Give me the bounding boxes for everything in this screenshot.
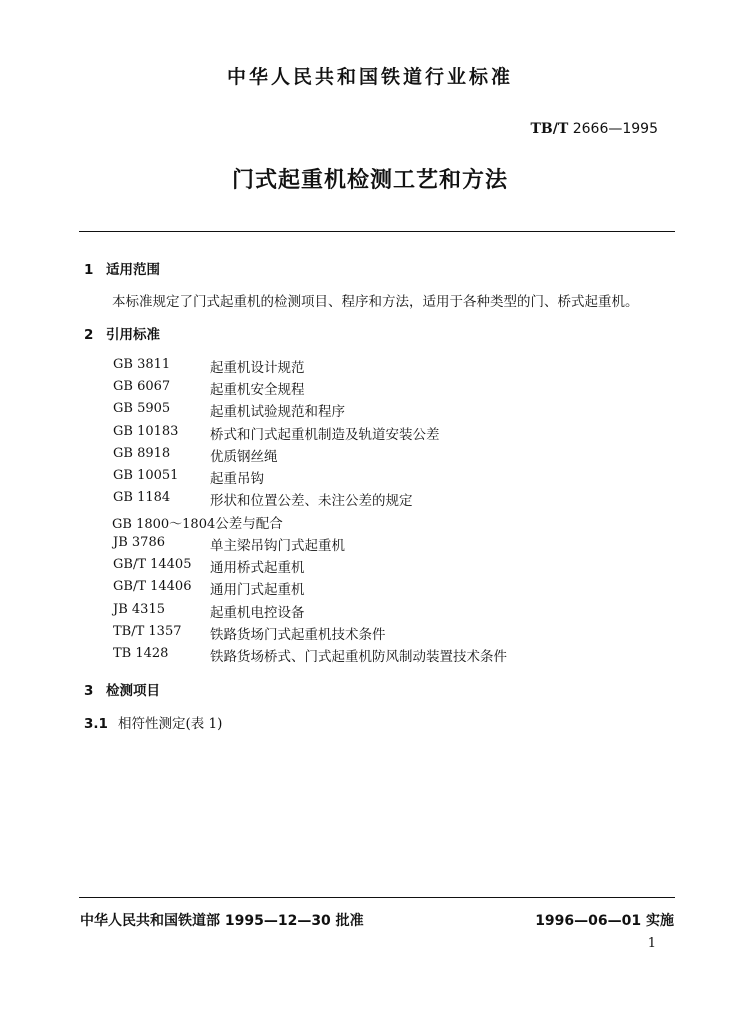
standard-organization: 中华人民共和国铁道行业标准 (226, 66, 513, 88)
section-3-title: 检测项目 (106, 683, 160, 699)
section-3-number: 3 (84, 683, 94, 699)
top-divider (79, 231, 675, 232)
document-title: 门式起重机检测工艺和方法 (231, 168, 508, 193)
reference-code: GB 3811 (113, 357, 171, 372)
section-3-heading (84, 679, 160, 699)
reference-title: 优质钢丝绳 (210, 449, 278, 465)
subsection-number: 3.1 (84, 716, 108, 732)
reference-title: 单主梁吊钩门式起重机 (210, 538, 345, 554)
reference-code: GB 6067 (113, 379, 171, 394)
reference-code: GB 1184 (113, 490, 171, 505)
reference-title: 铁路货场桥式、门式起重机防风制动装置技术条件 (210, 649, 507, 665)
reference-code: GB/T 14405 (113, 557, 192, 572)
reference-code: GB 8918 (113, 446, 171, 461)
reference-code: GB 10051 (113, 468, 179, 483)
page-number: 1 (647, 936, 656, 951)
footer-divider (79, 897, 675, 898)
reference-title: 形状和位置公差、未注公差的规定 (210, 493, 413, 509)
section-1-heading (84, 258, 160, 278)
standard-code-prefix: TB/T (530, 121, 569, 137)
reference-title: 起重机安全规程 (210, 382, 305, 398)
reference-code: TB/T 1357 (113, 624, 182, 639)
subsection-3-1 (84, 712, 222, 732)
reference-code: GB 10183 (113, 424, 179, 439)
section-1-body: 本标准规定了门式起重机的检测项目、程序和方法，适用于各种类型的门、桥式起重机。 (112, 294, 639, 310)
reference-title: 起重机电控设备 (210, 605, 305, 621)
reference-title: 桥式和门式起重机制造及轨道安装公差 (210, 427, 440, 443)
reference-title: 起重机试验规范和程序 (210, 404, 345, 420)
standard-code (530, 121, 658, 137)
standard-code-number: 2666—1995 (572, 121, 658, 137)
reference-title: 铁路货场门式起重机技术条件 (210, 627, 386, 643)
reference-code: JB 3786 (113, 535, 165, 550)
reference-entry-inline (112, 512, 283, 532)
reference-title: 通用门式起重机 (210, 582, 305, 598)
section-2-number-label: 2 (84, 327, 94, 343)
effective-date: 1996—06—01 实施 (535, 913, 674, 929)
reference-code: GB 1800～1804 (112, 517, 216, 532)
approval-statement: 中华人民共和国铁道部 1995—12—30 批准 (80, 913, 364, 929)
reference-title: 通用桥式起重机 (210, 560, 305, 576)
subsection-text: 相符性测定(表 1) (118, 716, 223, 732)
section-1-title: 适用范围 (106, 262, 160, 278)
reference-title: 起重吊钩 (210, 471, 264, 487)
reference-code: GB/T 14406 (113, 579, 192, 594)
reference-code: JB 4315 (113, 602, 165, 617)
section-2-heading (84, 323, 160, 343)
section-1-number: 1 (84, 262, 94, 278)
reference-title: 公差与配合 (215, 516, 283, 532)
section-2-title: 引用标准 (106, 327, 160, 343)
reference-title: 起重机设计规范 (210, 360, 305, 376)
reference-code: GB 5905 (113, 401, 171, 416)
reference-code: TB 1428 (113, 646, 169, 661)
